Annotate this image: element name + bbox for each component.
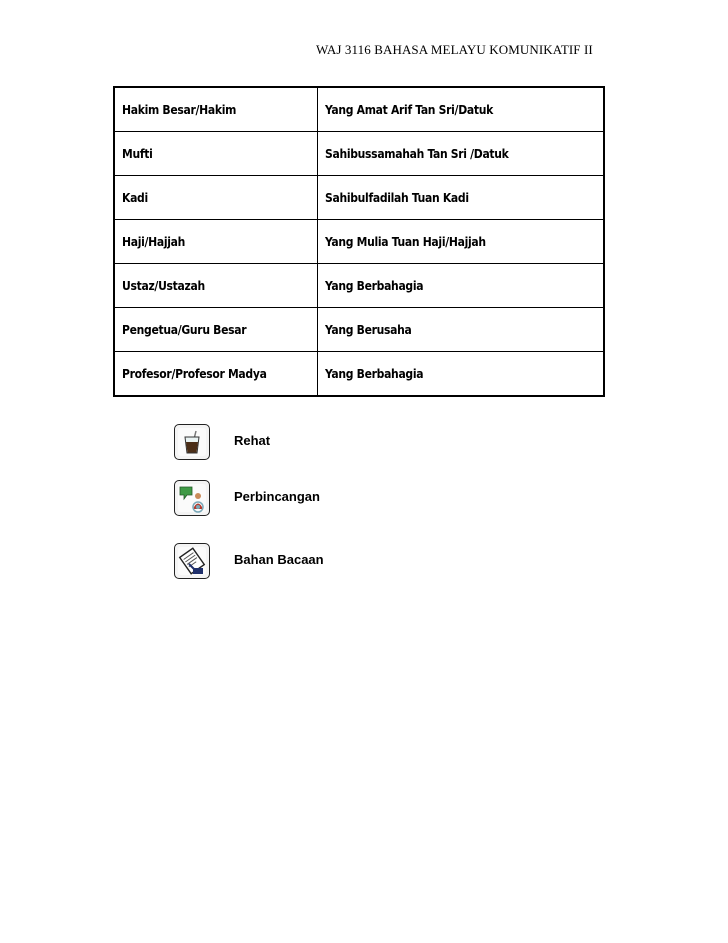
legend-label: Bahan Bacaan (234, 552, 324, 567)
drink-cup-icon (174, 424, 210, 460)
title-cell: Kadi (114, 176, 318, 220)
address-cell: Sahibulfadilah Tuan Kadi (318, 176, 605, 220)
legend-label: Rehat (234, 433, 271, 448)
address-cell: Yang Berbahagia (318, 264, 605, 308)
title-cell: Profesor/Profesor Madya (114, 352, 318, 397)
discussion-icon (174, 480, 210, 516)
page-header: WAJ 3116 BAHASA MELAYU KOMUNIKATIF II (316, 42, 593, 57)
title-cell: Mufti (114, 132, 318, 176)
table-row (114, 352, 604, 397)
address-cell: Yang Mulia Tuan Haji/Hajjah (318, 220, 605, 264)
reading-material-icon (174, 543, 210, 579)
table-row (114, 264, 604, 308)
title-cell: Hakim Besar/Hakim (114, 87, 318, 132)
table-row (114, 308, 604, 352)
address-cell: Yang Berbahagia (318, 352, 605, 397)
address-cell: Yang Amat Arif Tan Sri/Datuk (318, 87, 605, 132)
address-cell: Sahibussamahah Tan Sri /Datuk (318, 132, 605, 176)
table-row (114, 132, 604, 176)
table-row (114, 87, 604, 132)
legend-item-perbincangan (174, 480, 434, 516)
table-row (114, 220, 604, 264)
title-cell: Ustaz/Ustazah (114, 264, 318, 308)
legend-label: Perbincangan (234, 489, 320, 504)
titles-table (113, 86, 605, 397)
title-cell: Haji/Hajjah (114, 220, 318, 264)
address-cell: Yang Berusaha (318, 308, 605, 352)
legend-item-rehat (174, 424, 434, 460)
title-cell: Pengetua/Guru Besar (114, 308, 318, 352)
table-row (114, 176, 604, 220)
legend-item-bahan-bacaan (174, 543, 434, 579)
